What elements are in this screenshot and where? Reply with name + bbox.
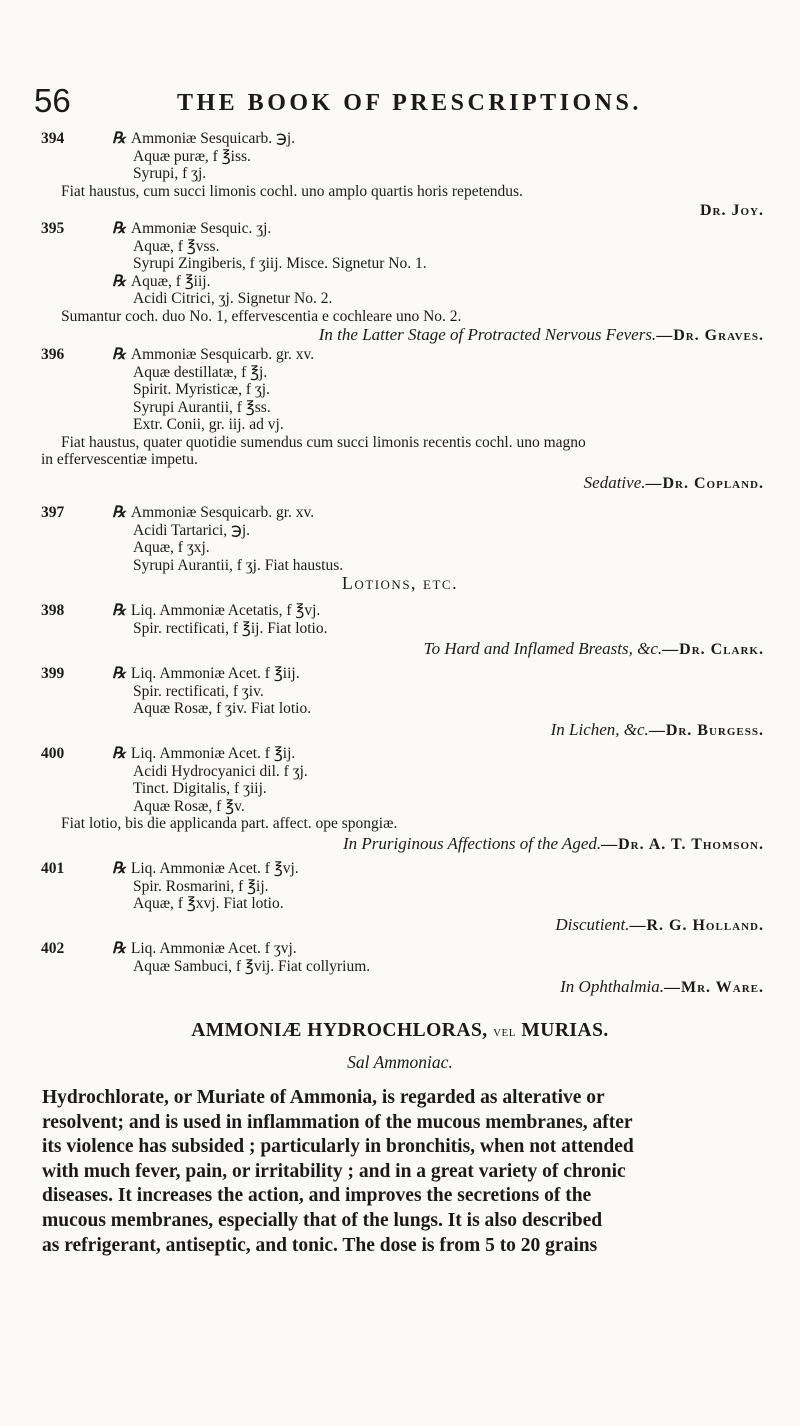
prescription-number: 399 bbox=[41, 665, 65, 682]
ingredient-line: Aquæ, f ℥xvj. Fiat lotio. bbox=[133, 895, 284, 912]
running-title: THE BOOK OF PRESCRIPTIONS. bbox=[177, 90, 642, 116]
ingredient-line: Ammoniæ Sesquic. ʒj. bbox=[130, 220, 272, 237]
ingredient-line: Acidi Citrici, ʒj. Signetur No. 2. bbox=[133, 290, 333, 307]
paragraph-line: its violence has subsided ; particularly in bronchitis, when not attended bbox=[42, 1136, 634, 1158]
ingredient-line: Spir. rectificati, f ℥ij. Fiat lotio. bbox=[133, 619, 328, 637]
ingredient-line: Acidi Hydrocyanici dil. f ʒj. bbox=[133, 762, 308, 780]
ingredient-line: Ammoniæ Sesquicarb. ℈j. bbox=[130, 130, 295, 147]
ingredient-line: Spirit. Myristicæ, f ʒj. bbox=[133, 381, 270, 398]
rx-icon: ℞ bbox=[112, 602, 126, 619]
ingredient-line: Liq. Ammoniæ Acet. f ℥vj. bbox=[130, 860, 299, 877]
ingredient-line: Syrupi Zingiberis, f ʒiij. Misce. Signetur No. 1. bbox=[133, 255, 427, 272]
ingredient-line: Tinct. Digitalis, f ʒiij. bbox=[133, 780, 267, 797]
ingredient-line: Aquæ Rosæ, f ʒiv. Fiat lotio. bbox=[133, 700, 312, 717]
ingredient-line: Syrupi, f ʒj. bbox=[133, 165, 207, 182]
author: Discutient.—R. G. Holland. bbox=[555, 915, 764, 934]
rx-icon: ℞ bbox=[112, 745, 126, 762]
ingredient-line: Extr. Conii, gr. iij. ad vj. bbox=[133, 416, 284, 433]
ingredient-line: Aquæ Sambuci, f ℥vij. Fiat collyrium. bbox=[133, 957, 371, 975]
section-subtitle: Sal Ammoniac. bbox=[347, 1052, 453, 1072]
directions: Sumantur coch. duo No. 1, effervescentia e cochleare uno No. 2. bbox=[61, 307, 462, 325]
directions: Fiat lotio, bis die applicanda part. affect. ope spongiæ. bbox=[61, 815, 398, 832]
section-subheading: Lotions, etc. bbox=[341, 573, 459, 593]
page-number: 56 bbox=[34, 82, 71, 119]
author: In Ophthalmia.—Mr. Ware. bbox=[560, 977, 764, 996]
ingredient-line: Aquæ destillatæ, f ℥j. bbox=[133, 363, 268, 381]
ingredient-line: Liq. Ammoniæ Acet. f ʒvj. bbox=[130, 940, 297, 957]
ingredient-line: Syrupi Aurantii, f ℥ss. bbox=[133, 398, 271, 416]
rx-icon: ℞ bbox=[112, 130, 126, 147]
author: In Pruriginous Affections of the Aged.—Dr. A. T. Thomson. bbox=[342, 834, 764, 853]
author: Dr. Joy. bbox=[700, 202, 764, 219]
prescription-number: 401 bbox=[41, 860, 65, 877]
directions: Fiat haustus, cum succi limonis cochl. uno amplo quartis horis repetendus. bbox=[61, 182, 523, 200]
ingredient-line: Liq. Ammoniæ Acetatis, f ℥vj. bbox=[130, 602, 321, 619]
rx-icon: ℞ bbox=[112, 860, 126, 877]
ingredient-line: Syrupi Aurantii, f ʒj. Fiat haustus. bbox=[133, 556, 344, 574]
paragraph-line: Hydrochlorate, or Muriate of Ammonia, is regarded as alterative or bbox=[42, 1087, 605, 1108]
ingredient-line: Aquæ puræ, f ℥iss. bbox=[133, 147, 251, 165]
ingredient-line: Aquæ, f ℥vss. bbox=[133, 237, 220, 255]
section-heading: AMMONIÆ HYDROCHLORAS, vel MURIAS. bbox=[191, 1020, 609, 1041]
ingredient-line: Acidi Tartarici, ℈j. bbox=[133, 521, 251, 539]
prescription-number: 396 bbox=[41, 346, 65, 363]
section-paragraph bbox=[42, 1086, 762, 1258]
prescription-number: 394 bbox=[41, 130, 65, 147]
paragraph-line: mucous membranes, especially that of the lungs. It is also described bbox=[42, 1209, 603, 1231]
paragraph-line: diseases. It increases the action, and improves the secretions of the bbox=[42, 1185, 592, 1207]
prescription-number: 397 bbox=[41, 504, 65, 521]
prescription-number: 395 bbox=[41, 220, 65, 237]
ingredient-line: Spir. Rosmarini, f ℥ij. bbox=[133, 877, 269, 895]
rx-icon: ℞ bbox=[112, 346, 126, 363]
ingredient-line: Liq. Ammoniæ Acet. f ℥iij. bbox=[130, 665, 300, 682]
rx-icon: ℞ bbox=[112, 504, 126, 521]
author: To Hard and Inflamed Breasts, &c.—Dr. Clark. bbox=[423, 639, 764, 658]
author: In Lichen, &c.—Dr. Burgess. bbox=[550, 720, 764, 739]
ingredient-line: Liq. Ammoniæ Acet. f ℥ij. bbox=[130, 745, 296, 762]
ingredient-line: Aquæ, f ʒxj. bbox=[133, 539, 210, 556]
paragraph-line: as refrigerant, antiseptic, and tonic. The dose is from 5 to 20 grains bbox=[42, 1234, 598, 1256]
author: In the Latter Stage of Protracted Nervous Fevers.—Dr. Graves. bbox=[318, 325, 764, 344]
rx-icon: ℞ bbox=[112, 272, 126, 290]
ingredient-line: Ammoniæ Sesquicarb. gr. xv. bbox=[130, 504, 315, 521]
paragraph-line: with much fever, pain, or irritability ; and in a great variety of chronic bbox=[42, 1160, 626, 1182]
prescription-number: 400 bbox=[41, 745, 65, 762]
ingredient-line: Aquæ, f ℥iij. bbox=[130, 272, 211, 290]
ingredient-line: Ammoniæ Sesquicarb. gr. xv. bbox=[130, 346, 315, 363]
ingredient-line: Spir. rectificati, f ʒiv. bbox=[133, 682, 264, 700]
prescription-number: 398 bbox=[41, 602, 65, 619]
rx-icon: ℞ bbox=[112, 665, 126, 682]
author: Sedative.—Dr. Copland. bbox=[583, 473, 764, 492]
rx-icon: ℞ bbox=[112, 220, 126, 237]
page-header bbox=[34, 84, 770, 124]
directions-continued: in effervescentiæ impetu. bbox=[41, 451, 198, 468]
paragraph-line: resolvent; and is used in inflammation of the mucous membranes, after bbox=[42, 1111, 633, 1133]
rx-icon: ℞ bbox=[112, 940, 126, 957]
prescription-number: 402 bbox=[41, 940, 65, 957]
directions: Fiat haustus, quater quotidie sumendus cum succi limonis recentis cochl. uno magno bbox=[61, 433, 586, 451]
ingredient-line: Aquæ Rosæ, f ℥v. bbox=[133, 797, 245, 815]
